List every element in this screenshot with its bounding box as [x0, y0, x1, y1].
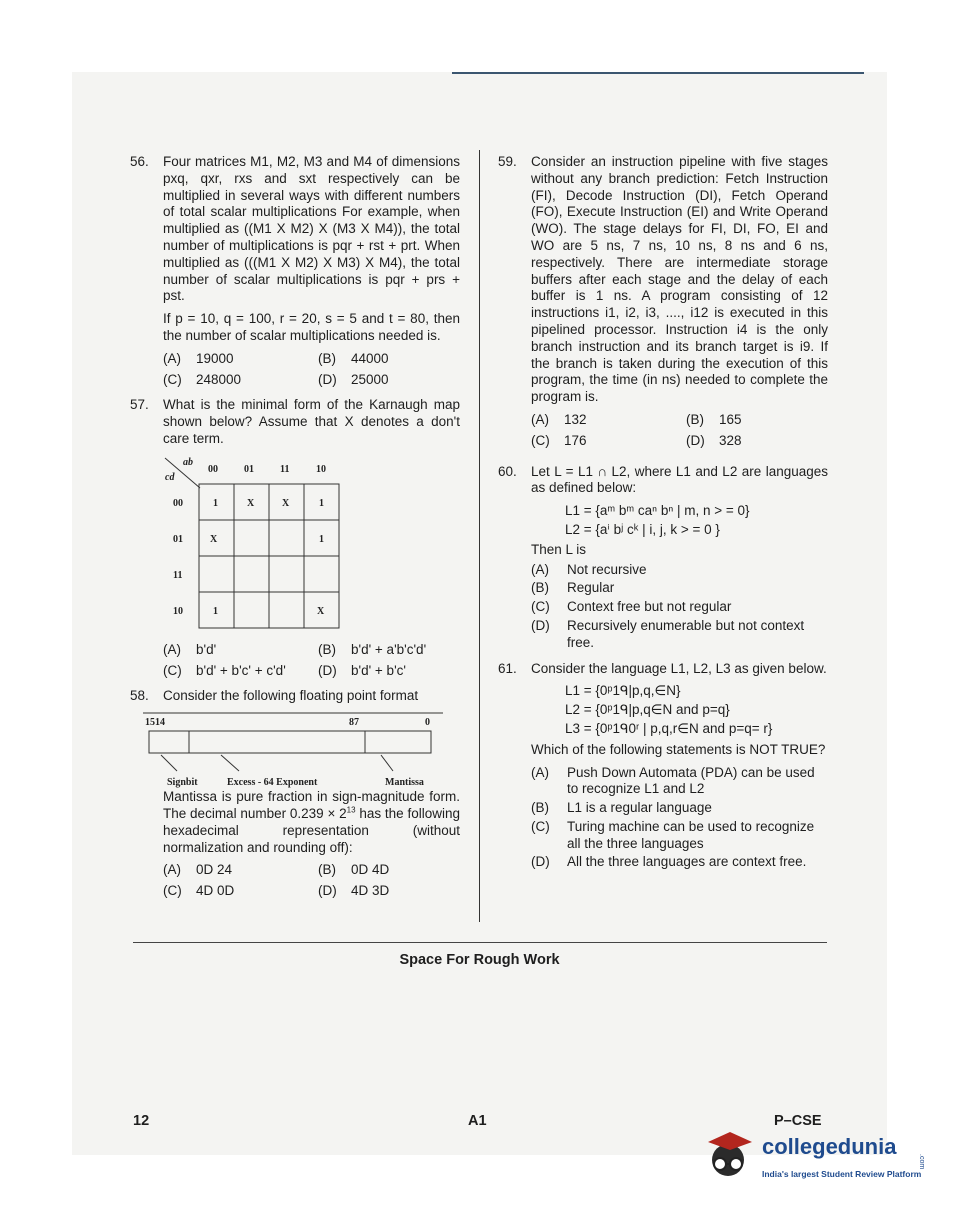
kmap-row-header: 01	[173, 533, 183, 545]
option-d: (D) 25000	[318, 371, 389, 387]
language-l1: L1 = {aᵐ bᵐ caⁿ bⁿ | m, n > = 0}	[565, 503, 750, 519]
kmap-cell: 1	[213, 605, 218, 617]
option-a: (A) Push Down Automata (PDA) can be used to recognize L1 and L2	[531, 764, 815, 797]
option-b: (B) Regular	[531, 580, 615, 596]
field-mantissa: Mantissa	[385, 777, 424, 789]
question-59	[498, 154, 828, 450]
question-prompt: Which of the following statements is NOT TRUE?	[531, 741, 826, 757]
kmap-row-var: cd	[165, 471, 175, 483]
option-d: (D) b'd' + b'c'	[318, 662, 406, 678]
option-b: (B) 165	[686, 411, 742, 427]
bit-label-mid: 87	[349, 717, 359, 729]
options	[531, 412, 828, 450]
options	[163, 351, 460, 389]
kmap-row-header: 10	[173, 605, 183, 617]
question-number: 60.	[498, 463, 517, 479]
kmap-cell: X	[282, 497, 290, 509]
brand-tagline: India's largest Student Review Platform	[762, 1169, 922, 1179]
question-text: Consider the language L1, L2, L3 as given below.	[531, 660, 827, 676]
bottom-rule	[133, 942, 827, 943]
kmap-cell: 1	[319, 497, 324, 509]
kmap-col-header: 11	[280, 463, 290, 475]
option-d: (D) All the three languages are context free.	[531, 854, 807, 870]
kmap-cell: 1	[213, 497, 218, 509]
option-a: (A) 19000	[163, 350, 234, 366]
option-d: (D) 4D 3D	[318, 883, 390, 899]
question-61	[498, 661, 828, 872]
option-b: (B) 0D 4D	[318, 862, 390, 878]
field-exponent: Excess - 64 Exponent	[227, 777, 318, 789]
question-number: 59.	[498, 154, 517, 169]
kmap-cell: X	[247, 497, 255, 509]
field-sign: Signbit	[167, 777, 198, 789]
options	[163, 862, 460, 900]
kmap-row-header: 00	[173, 497, 183, 509]
question-60	[498, 464, 828, 652]
kmap-row-header: 11	[173, 569, 183, 581]
kmap-col-header: 01	[244, 463, 254, 475]
question-text: Consider the following floating point format	[163, 688, 419, 704]
question-57	[130, 397, 460, 679]
options	[163, 642, 460, 680]
booklet-code: A1	[468, 1113, 487, 1129]
bit-label-left: 1514	[145, 717, 165, 729]
option-a: (A) Not recursive	[531, 561, 647, 577]
page-number: 12	[133, 1113, 150, 1129]
column-divider	[479, 150, 480, 922]
brand-suffix: .com	[918, 1154, 925, 1170]
question-number: 56.	[130, 154, 149, 169]
bit-label-right: 0	[425, 717, 430, 729]
question-text: What is the minimal form of the Karnaugh map shown below? Assume that X denotes a don't care term.	[163, 397, 460, 446]
question-56	[130, 154, 460, 388]
question-number: 57.	[130, 397, 149, 413]
option-c: (C) Turing machine can be used to recognize all the three languages	[531, 818, 815, 851]
language-l3: L3 = {0ᵖ1ᑫ0ʳ | p,q,r∈N and p=q= r}	[565, 720, 773, 736]
question-text: Let L = L1 ∩ L2, where L1 and L2 are languages as defined below:	[531, 463, 828, 496]
option-c: (C) 4D 0D	[163, 883, 235, 899]
question-number: 58.	[130, 688, 149, 704]
language-l2: L2 = {0ᵖ1ᑫ|p,q∈N and p=q}	[565, 702, 730, 718]
options	[531, 562, 828, 652]
option-a: (A) b'd'	[163, 641, 217, 657]
option-c: (C) 176	[531, 432, 587, 448]
option-c: (C) Context free but not regular	[531, 599, 732, 615]
option-b: (B) L1 is a regular language	[531, 800, 712, 816]
brand-name: collegedunia	[762, 1134, 897, 1159]
question-text: Consider an instruction pipeline with five stages without any branch prediction: Fetch Instruction (FI), Decode Instruction (DI), Fetch Operand (FO), Execute Instruction (EI) and Write Operand (WO). The stage delays for FI, DI, FO, EI and WO are 5 ns, 7 ns, 10 ns, 8 ns and 6 ns, respectively. There are intermediate storage buffers after each stage and the delay of each buffer is 1 ns. A program consisting of 12 instructions i1, i2, i3, ...., i12 is executed in this pipelined processor. Instruction i4 is the only branch instruction and its branch target is i9. If the branch is taken during the execution of this program, the time (in ns) needed to complete the program is.	[531, 154, 828, 405]
question-58	[130, 688, 460, 900]
left-column	[130, 154, 460, 909]
option-a: (A) 132	[531, 411, 587, 427]
option-b: (B) b'd' + a'b'c'd'	[318, 641, 427, 657]
question-text: Four matrices M1, M2, M3 and M4 of dimensions pxq, qxr, rxs and sxt respectively can be multiplied in several ways with different numbers of total scalar multiplications For example, when multiplied as ((M1 X M2) X (M3 X M4)), the total number of multiplications is pqr + rst + prt. When multiplied as (((M1 X M2) X M3) X M4), the total number of scalar multiplications is pqr + prs + pst.	[163, 154, 460, 304]
kmap-cell: 1	[319, 533, 324, 545]
then-text: Then L is	[531, 541, 587, 557]
option-d: (D) 328	[686, 432, 742, 448]
rough-work-heading: Space For Rough Work	[399, 952, 560, 968]
option-c: (C) b'd' + b'c' + c'd'	[163, 662, 286, 678]
kmap-col-header: 10	[316, 463, 326, 475]
language-l1: L1 = {0ᵖ1ᑫ|p,q,∈N}	[565, 683, 681, 699]
kmap-col-header: 00	[208, 463, 218, 475]
option-c: (C) 248000	[163, 371, 242, 387]
paper-code: P–CSE	[774, 1113, 822, 1129]
option-d: (D) Recursively enumerable but not context free.	[531, 617, 805, 650]
option-a: (A) 0D 24	[163, 862, 233, 878]
right-column	[498, 154, 828, 880]
question-number: 61.	[498, 660, 517, 676]
language-l2: L2 = {aⁱ bʲ cᵏ | i, j, k > = 0 }	[565, 521, 720, 537]
kmap-col-var: ab	[183, 456, 193, 468]
kmap-cell: X	[210, 533, 218, 545]
floating-point-format-diagram	[143, 711, 443, 789]
option-b: (B) 44000	[318, 350, 389, 366]
kmap-cell: X	[317, 605, 325, 617]
top-rule	[452, 72, 864, 74]
options	[531, 765, 828, 872]
question-text-2: Mantissa is pure fraction in sign-magnitude form. The decimal number $0.239 \times 2^{13}$ has the following hexadecimal representation (without normalization and rounding off):	[163, 789, 460, 855]
question-text-2: If p = 10, q = 100, r = 20, s = 5 and t = 80, then the number of scalar multiplications needed is.	[163, 311, 460, 343]
karnaugh-map	[163, 456, 363, 636]
